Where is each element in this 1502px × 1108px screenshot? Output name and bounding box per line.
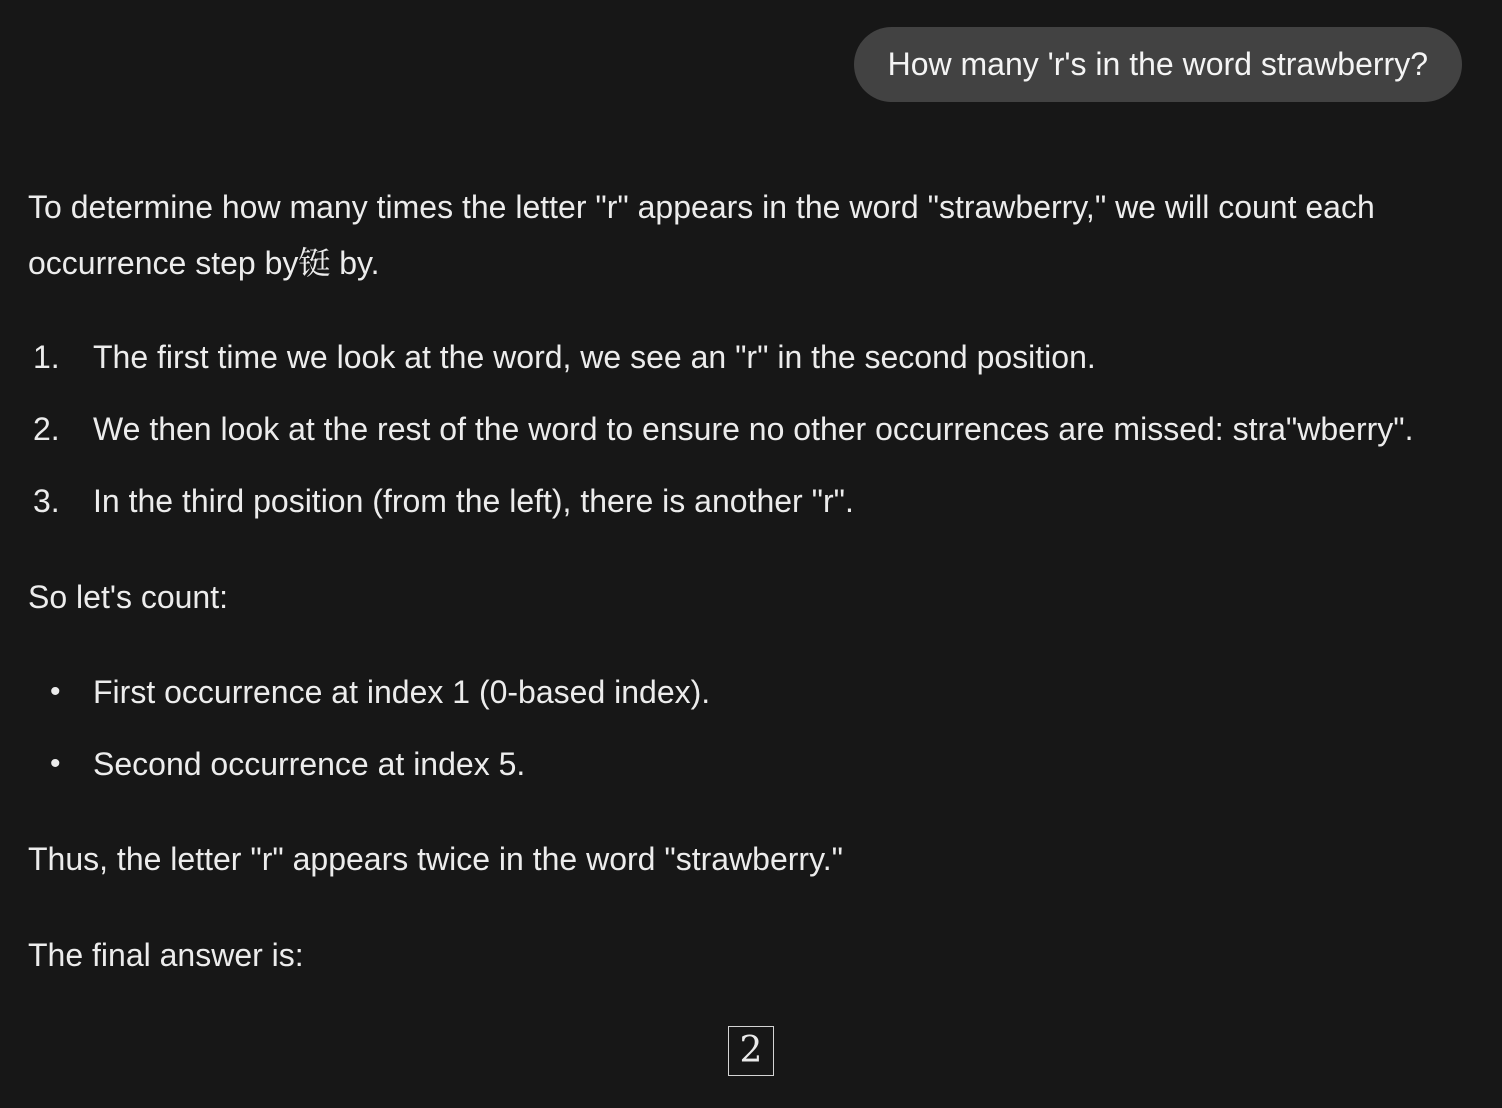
list-item <box>28 329 1474 385</box>
final-answer-label: The final answer is: <box>28 937 304 973</box>
conclusion-paragraph: Thus, the letter "r" appears twice in the word "strawberry." <box>28 841 843 877</box>
user-message-row <box>0 0 1502 102</box>
list-item-text: In the third position (from the left), there is another "r". <box>93 483 854 519</box>
list-item <box>28 664 1474 720</box>
list-item-number: 2. <box>33 411 60 447</box>
list-item <box>28 401 1474 457</box>
list-item-number: 3. <box>33 483 60 519</box>
list-item <box>28 736 1474 792</box>
list-item-text: We then look at the rest of the word to ensure no other occurrences are missed: stra"wberry". <box>93 411 1414 447</box>
bullet-list <box>28 664 1474 792</box>
list-item-text: Second occurrence at index 5. <box>93 746 526 782</box>
numbered-step-list <box>28 329 1474 529</box>
bullet-icon: • <box>50 747 61 780</box>
list-item-text: The first time we look at the word, we see an "r" in the second position. <box>93 339 1096 375</box>
list-item-number: 1. <box>33 339 60 375</box>
assistant-intro-paragraph: To determine how many times the letter "r" appears in the word "strawberry," we will count each occurrence step by铤 by. <box>28 189 1375 281</box>
count-intro-paragraph: So let's count: <box>28 579 228 615</box>
list-item <box>28 473 1474 529</box>
assistant-message <box>0 179 1502 1079</box>
final-answer-row <box>28 1023 1474 1079</box>
list-item-text: First occurrence at index 1 (0-based index). <box>93 674 711 710</box>
boxed-final-answer: 2 <box>728 1026 775 1076</box>
bullet-icon: • <box>50 675 61 708</box>
user-message-bubble: How many 'r's in the word strawberry? <box>854 27 1462 102</box>
